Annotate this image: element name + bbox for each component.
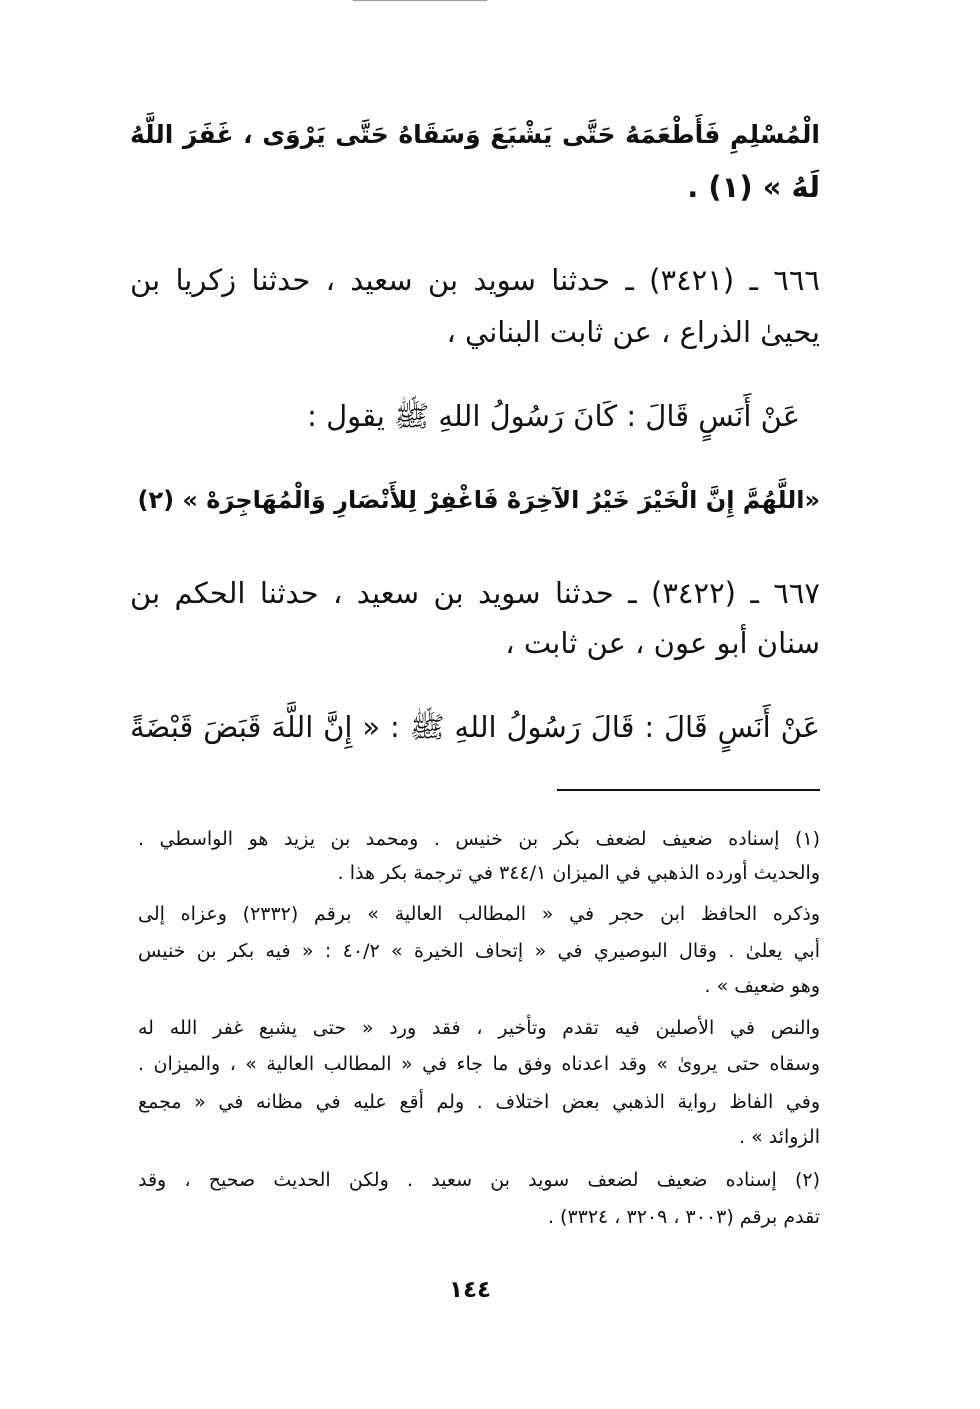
hadith-667-matn: عَنْ أَنَسٍ قَالَ : قَالَ رَسُولُ اللهِ ﷺ : « إِنَّ اللَّهَ قَبَضَ قَبْضَةً bbox=[130, 710, 820, 744]
footnote-1-line-8: وفي الفاظ رواية الذهبي بعض اختلاف . ولم أقع عليه في مظانه في « مجمع bbox=[138, 1091, 820, 1113]
hadith-666-isnad-line-2: يحيىٰ الذراع ، عن ثابت البناني ، bbox=[446, 315, 820, 349]
hadith-666-matn-intro: عَنْ أَنَسٍ قَالَ : كَانَ رَسُولُ اللهِ ﷺ يقول : bbox=[307, 399, 800, 433]
text-line-2: لَهُ » (١) . bbox=[687, 170, 820, 204]
top-divider bbox=[353, 0, 487, 1]
footnote-1-line-6: والنص في الأصلين فيه تقدم وتأخير ، فقد ورد « حتى يشبع غفر الله له bbox=[138, 1017, 820, 1039]
footnote-1-line-3: وذكره الحافظ ابن حجر في « المطالب العالية » برقم (٢٣٣٢) وعزاه إلى bbox=[138, 903, 821, 925]
footnote-2-line-2: تقدم برقم (٣٠٠٣ ، ٣٢٠٩ ، ٣٣٢٤) . bbox=[547, 1206, 820, 1228]
hadith-666-verse: «اللَّهُمَّ إِنَّ الْخَيْرَ خَيْرُ الآخِرَهْ فَاغْفِرْ لِلأَنْصَارِ وَالْمُهَاجِرَهْ » (٢) bbox=[137, 486, 820, 514]
hadith-666-isnad-line-1: ٦٦٦ ـ (٣٤٢١) ـ حدثنا سويد بن سعيد ، حدثنا زكريا بن bbox=[130, 263, 820, 297]
footnote-1-line-9: الزوائد » . bbox=[738, 1126, 820, 1148]
footnote-1-line-5: وهو ضعيف » . bbox=[704, 975, 820, 997]
page-number: ١٤٤ bbox=[448, 1277, 492, 1303]
footnote-separator bbox=[557, 789, 820, 791]
footnote-2-line-1: (٢) إسناده ضعيف لضعف سويد بن سعيد . ولكن الحديث صحيح ، وقد bbox=[138, 1169, 820, 1191]
footnote-1-line-2: والحديث أورده الذهبي في الميزان ٣٤٤/١ في ترجمة بكر هذا . bbox=[337, 862, 820, 884]
text-line-1: الْمُسْلِمِ فَأَطْعَمَهُ حَتَّى يَشْبَعَ وَسَقَاهُ حَتَّى يَرْوَى ، غَفَرَ اللَّهُ bbox=[130, 120, 820, 149]
hadith-667-isnad-line-1: ٦٦٧ ـ (٣٤٢٢) ـ حدثنا سويد بن سعيد ، حدثنا الحكم بن bbox=[130, 576, 820, 610]
footnote-1-line-1: (١) إسناده ضعيف لضعف بكر بن خنيس . ومحمد بن يزيد هو الواسطي . bbox=[138, 828, 820, 850]
footnote-1-line-7: وسقاه حتى يروىٰ » وقد اعدناه وفق ما جاء في « المطالب العالية » ، والميزان . bbox=[138, 1053, 820, 1075]
hadith-667-isnad-line-2: سنان أبو عون ، عن ثابت ، bbox=[505, 626, 820, 660]
footnote-1-line-4: أبي يعلىٰ . وقال البوصيري في « إتحاف الخيرة » ٤٠/٢ : « فيه بكر بن خنيس bbox=[138, 940, 820, 962]
